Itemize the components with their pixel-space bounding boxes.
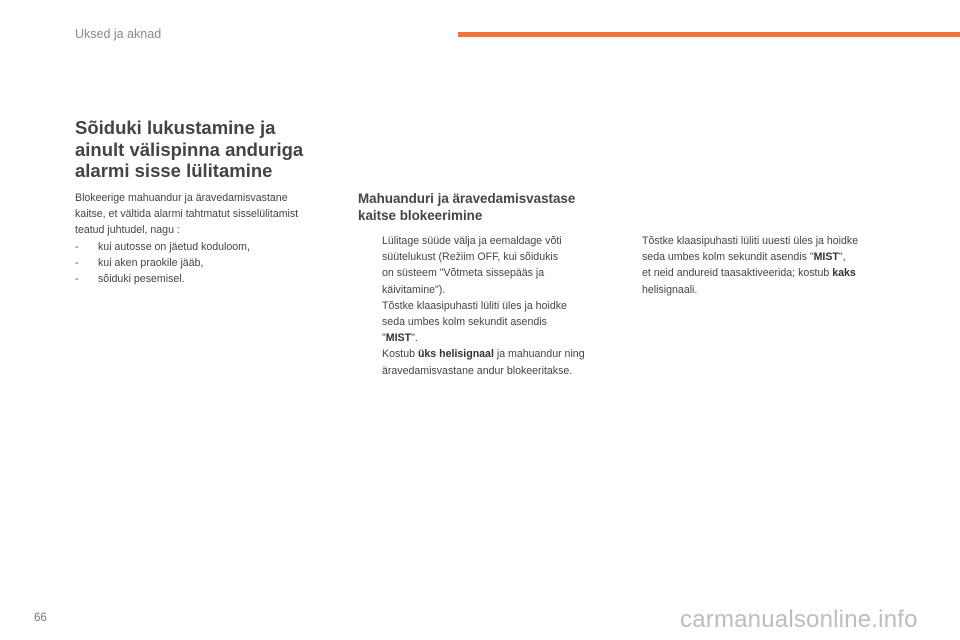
- step-text-line: [382, 346, 633, 362]
- beep-count-label: kaks: [832, 267, 856, 280]
- list-item: [75, 271, 343, 287]
- list-dash: -: [75, 240, 79, 253]
- steps-column: [358, 233, 633, 379]
- list-dash: -: [75, 256, 79, 269]
- watermark: carmanualsonline.info: [680, 606, 918, 633]
- list-item-text: kui autosse on jäetud koduloom,: [98, 240, 250, 253]
- intro-line: Blokeerige mahuandur ja äravedamisvastane: [75, 192, 288, 204]
- section-title-line: alarmi sisse lülitamine: [75, 160, 273, 181]
- beep-count-label: üks helisignaal: [417, 348, 494, 361]
- mode-mist-label: MIST: [385, 332, 412, 345]
- list-item-text: sõiduki pesemisel.: [98, 273, 185, 286]
- step-item: [358, 298, 633, 347]
- section-accent-bar: [458, 32, 960, 37]
- subsection-title: [358, 191, 638, 224]
- list-dash: -: [75, 273, 79, 286]
- subsection-title-line: kaitse blokeerimine: [358, 207, 483, 223]
- intro-line: teatud juhtudel, nagu :: [75, 224, 180, 237]
- step-text-prefix: Kostub: [382, 348, 418, 361]
- reactivation-column: [642, 233, 912, 298]
- step-text-line: süütelukust (Režiim OFF, kui sõidukis: [382, 251, 559, 264]
- reactivation-prefix: et neid andureid taasaktiveerida; kostub: [642, 267, 833, 280]
- quote-close: ".: [411, 332, 418, 345]
- page-number: 66: [34, 612, 47, 624]
- list-item: [75, 255, 343, 271]
- step-text-line: Lülitage süüde välja ja eemaldage võti: [382, 235, 562, 247]
- step-text-line: seda umbes kolm sekundit asendis: [382, 316, 547, 329]
- quote-open: ": [382, 332, 386, 345]
- reactivation-suffix: ",: [838, 251, 846, 264]
- list-item: [75, 239, 343, 255]
- reactivation-line: [642, 249, 912, 265]
- reactivation-prefix: seda umbes kolm sekundit asendis ": [642, 251, 814, 264]
- mode-mist-label: MIST: [813, 251, 839, 264]
- section-title-line: ainult välispinna anduriga: [75, 138, 304, 160]
- step-text-line: [382, 330, 633, 346]
- section-header-label: Uksed ja aknad: [75, 27, 162, 41]
- list-item-text: kui aken praokile jääb,: [98, 256, 204, 269]
- section-title: [75, 117, 345, 182]
- reactivation-line: helisignaali.: [642, 283, 698, 296]
- reactivation-line: Tõstke klaasipuhasti lüliti uuesti üles ja hoidke: [642, 235, 859, 247]
- step-item: [358, 233, 633, 298]
- intro-line: kaitse, et vältida alarmi tahtmatut sisselülitamist: [75, 208, 299, 221]
- reactivation-line: [642, 265, 912, 281]
- section-title-line: Sõiduki lukustamine ja: [75, 117, 276, 138]
- step-item: [358, 346, 633, 378]
- step-text-line: äravedamisvastane andur blokeeritakse.: [382, 364, 573, 377]
- subsection-title-line: Mahuanduri ja äravedamisvastase: [358, 191, 576, 206]
- step-text-suffix: ja mahuandur ning: [493, 348, 585, 361]
- step-text-line: Tõstke klaasipuhasti lüliti üles ja hoidke: [382, 299, 567, 312]
- intro-column: [75, 190, 343, 287]
- step-text-line: käivitamine").: [382, 283, 446, 296]
- step-text-line: on süsteem "Võtmeta sissepääs ja: [382, 267, 545, 280]
